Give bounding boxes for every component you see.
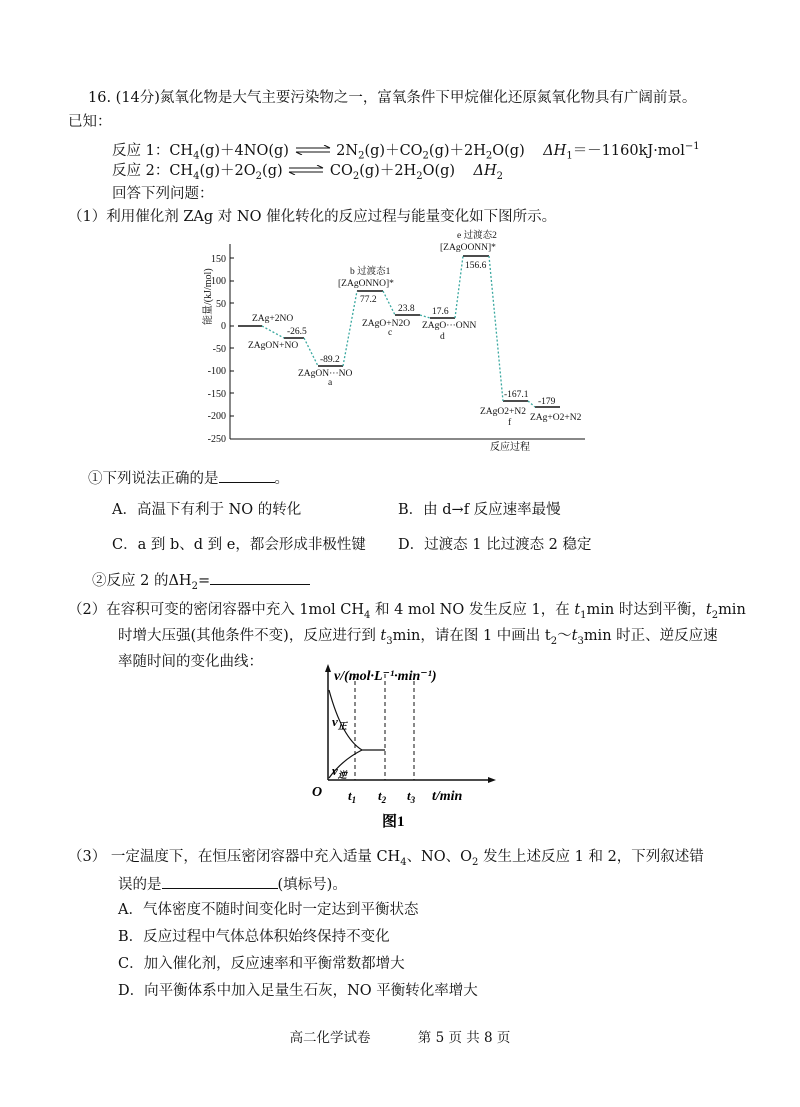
part-2-line-2: 时增大压强(其他条件不变)，反应进行到 $t_3\min$，请在图 1 中画出 $t_2\sim t_3\min$ 时正、逆反应速 <box>118 628 718 647</box>
level-tag: e 过渡态2 <box>457 231 497 241</box>
connector <box>528 401 535 407</box>
level-species: ZAg+2NO <box>252 314 294 324</box>
connector <box>304 338 318 366</box>
level-tag: b 过渡态1 <box>350 267 391 277</box>
connector <box>383 291 395 315</box>
level-tag: a <box>328 378 333 388</box>
part-3-line-2: 误的是 (填标号)。 <box>118 874 347 895</box>
part-2-line-1: （2）在容积可变的密闭容器中充入 1mol $CH_4$ 和 4 mol NO 发生反应 1，在 $t_1\min$ 时达到平衡，$t_2\min$ <box>68 602 746 621</box>
level-species: ZAgON+NO <box>248 341 299 351</box>
y-axis-arrow-icon <box>325 664 331 672</box>
x-axis-label: 反应过程 <box>490 442 530 453</box>
part-3-option-b: B．反应过程中气体总体积始终保持不变化 <box>118 929 390 945</box>
known-label: 已知： <box>68 114 112 130</box>
t1-label: $t_1$ <box>348 788 357 805</box>
y-tick: -150 <box>207 389 226 400</box>
option-b: B．由 d→f 反应速率最慢 <box>398 502 561 518</box>
t2-label: $t_2$ <box>378 788 387 805</box>
level-species: ZAgON···NO <box>298 369 353 379</box>
equilibrium-arrow-icon <box>287 161 325 181</box>
level-value: -167.1 <box>504 390 529 400</box>
level-value: 156.6 <box>465 261 487 271</box>
y-tick: -250 <box>207 434 226 445</box>
part-1-q2: ②反应 2 的$\Delta H_2=$ <box>92 570 310 597</box>
connector <box>343 291 357 366</box>
y-tick: -50 <box>212 344 226 355</box>
connector <box>420 315 430 318</box>
level-tag: d <box>440 332 445 342</box>
level-species: ZAgO+N2O <box>362 319 411 329</box>
y-tick: 100 <box>211 276 226 287</box>
energy-profile-chart <box>200 224 600 454</box>
reverse-label: $v_逆$ <box>332 763 347 780</box>
footer-subject: 高二化学试卷 <box>289 1030 371 1046</box>
option-a: A．高温下有利于 NO 的转化 <box>112 502 302 518</box>
option-c: C．a 到 b、d 到 e，都会形成非极性键 <box>112 537 366 553</box>
level-tag: c <box>388 328 393 338</box>
y-tick: 150 <box>211 254 226 265</box>
part-2-line-3: 率随时间的变化曲线： <box>118 654 263 670</box>
connector <box>489 256 503 401</box>
part-3-option-c: C．加入催化剂，反应速率和平衡常数都增大 <box>118 956 405 972</box>
time-axis-label: t/min <box>432 789 463 804</box>
level-value: 23.8 <box>398 304 415 314</box>
level-tag: f <box>508 418 512 428</box>
y-tick: -200 <box>207 411 226 422</box>
forward-label: $v_正$ <box>332 714 347 731</box>
origin-label: O <box>312 785 323 800</box>
level-value: -179 <box>538 397 556 407</box>
answer-blank[interactable] <box>219 468 275 483</box>
reaction-2: 反应 2：$CH_4(g)+2O_2(g)$ $CO_2(g)+2H_2O(g)$ $\Delta H_2$ <box>112 163 503 182</box>
footer-page: 第 5 页 共 8 页 <box>417 1030 511 1046</box>
t3-label: $t_3$ <box>407 788 416 805</box>
y-tick: 50 <box>216 299 226 310</box>
level-species: [ZAgOONN]* <box>440 243 496 253</box>
answer-blank[interactable] <box>210 570 310 585</box>
level-species: [ZAgONNO]* <box>338 279 394 289</box>
y-tick: 0 <box>221 321 226 332</box>
level-value: -26.5 <box>287 327 307 337</box>
level-species: ZAgO···ONN <box>422 321 477 331</box>
rate-axis-label: v/(mol·L⁻¹·min⁻¹) <box>334 669 437 684</box>
part-3-option-a: A．气体密度不随时间变化时一定达到平衡状态 <box>118 902 419 918</box>
answer-intro: 回答下列问题： <box>112 186 214 202</box>
level-value: 17.6 <box>432 307 449 317</box>
connector <box>262 326 284 338</box>
part-1-stem: （1）利用催化剂 ZAg 对 NO 催化转化的反应过程与能量变化如下图所示。 <box>68 209 557 225</box>
level-value: 77.2 <box>360 295 377 305</box>
answer-blank[interactable] <box>162 874 278 889</box>
level-species: ZAgO2+N2 <box>480 407 526 417</box>
y-tick: -100 <box>207 366 226 377</box>
x-axis-arrow-icon <box>488 777 496 783</box>
equilibrium-arrow-icon <box>294 141 332 161</box>
option-d: D．过渡态 1 比过渡态 2 稳定 <box>398 537 592 553</box>
page-footer <box>0 1026 800 1046</box>
connector <box>455 256 463 318</box>
level-species: ZAg+O2+N2 <box>530 413 582 423</box>
level-value: -89.2 <box>320 355 340 365</box>
rate-time-chart[interactable] <box>300 660 500 835</box>
energy-axis-label: 能量/(kJ/mol) <box>203 268 214 325</box>
part-3-option-d: D．向平衡体系中加入足量生石灰，NO 平衡转化率增大 <box>118 983 478 999</box>
question-header: 16. (14分)氮氧化物是大气主要污染物之一，富氧条件下甲烷催化还原氮氧化物具有广阔前景。 <box>88 90 697 106</box>
figure-caption: 图1 <box>382 814 405 830</box>
reaction-1: 反应 1：$CH_4(g)+4NO(g)$ $2N_2(g)+CO_2(g)+2H_2O(g)$ $\Delta H_1=-1160kJ\cdot mol^{-1}$ <box>112 141 700 162</box>
part-1-q1: ①下列说法正确的是 。 <box>88 468 289 489</box>
part-3-line-1: （3） 一定温度下，在恒压密闭容器中充入适量 $CH_4$、NO、$O_2$ 发生上述反应 1 和 2，下列叙述错 <box>68 849 704 868</box>
